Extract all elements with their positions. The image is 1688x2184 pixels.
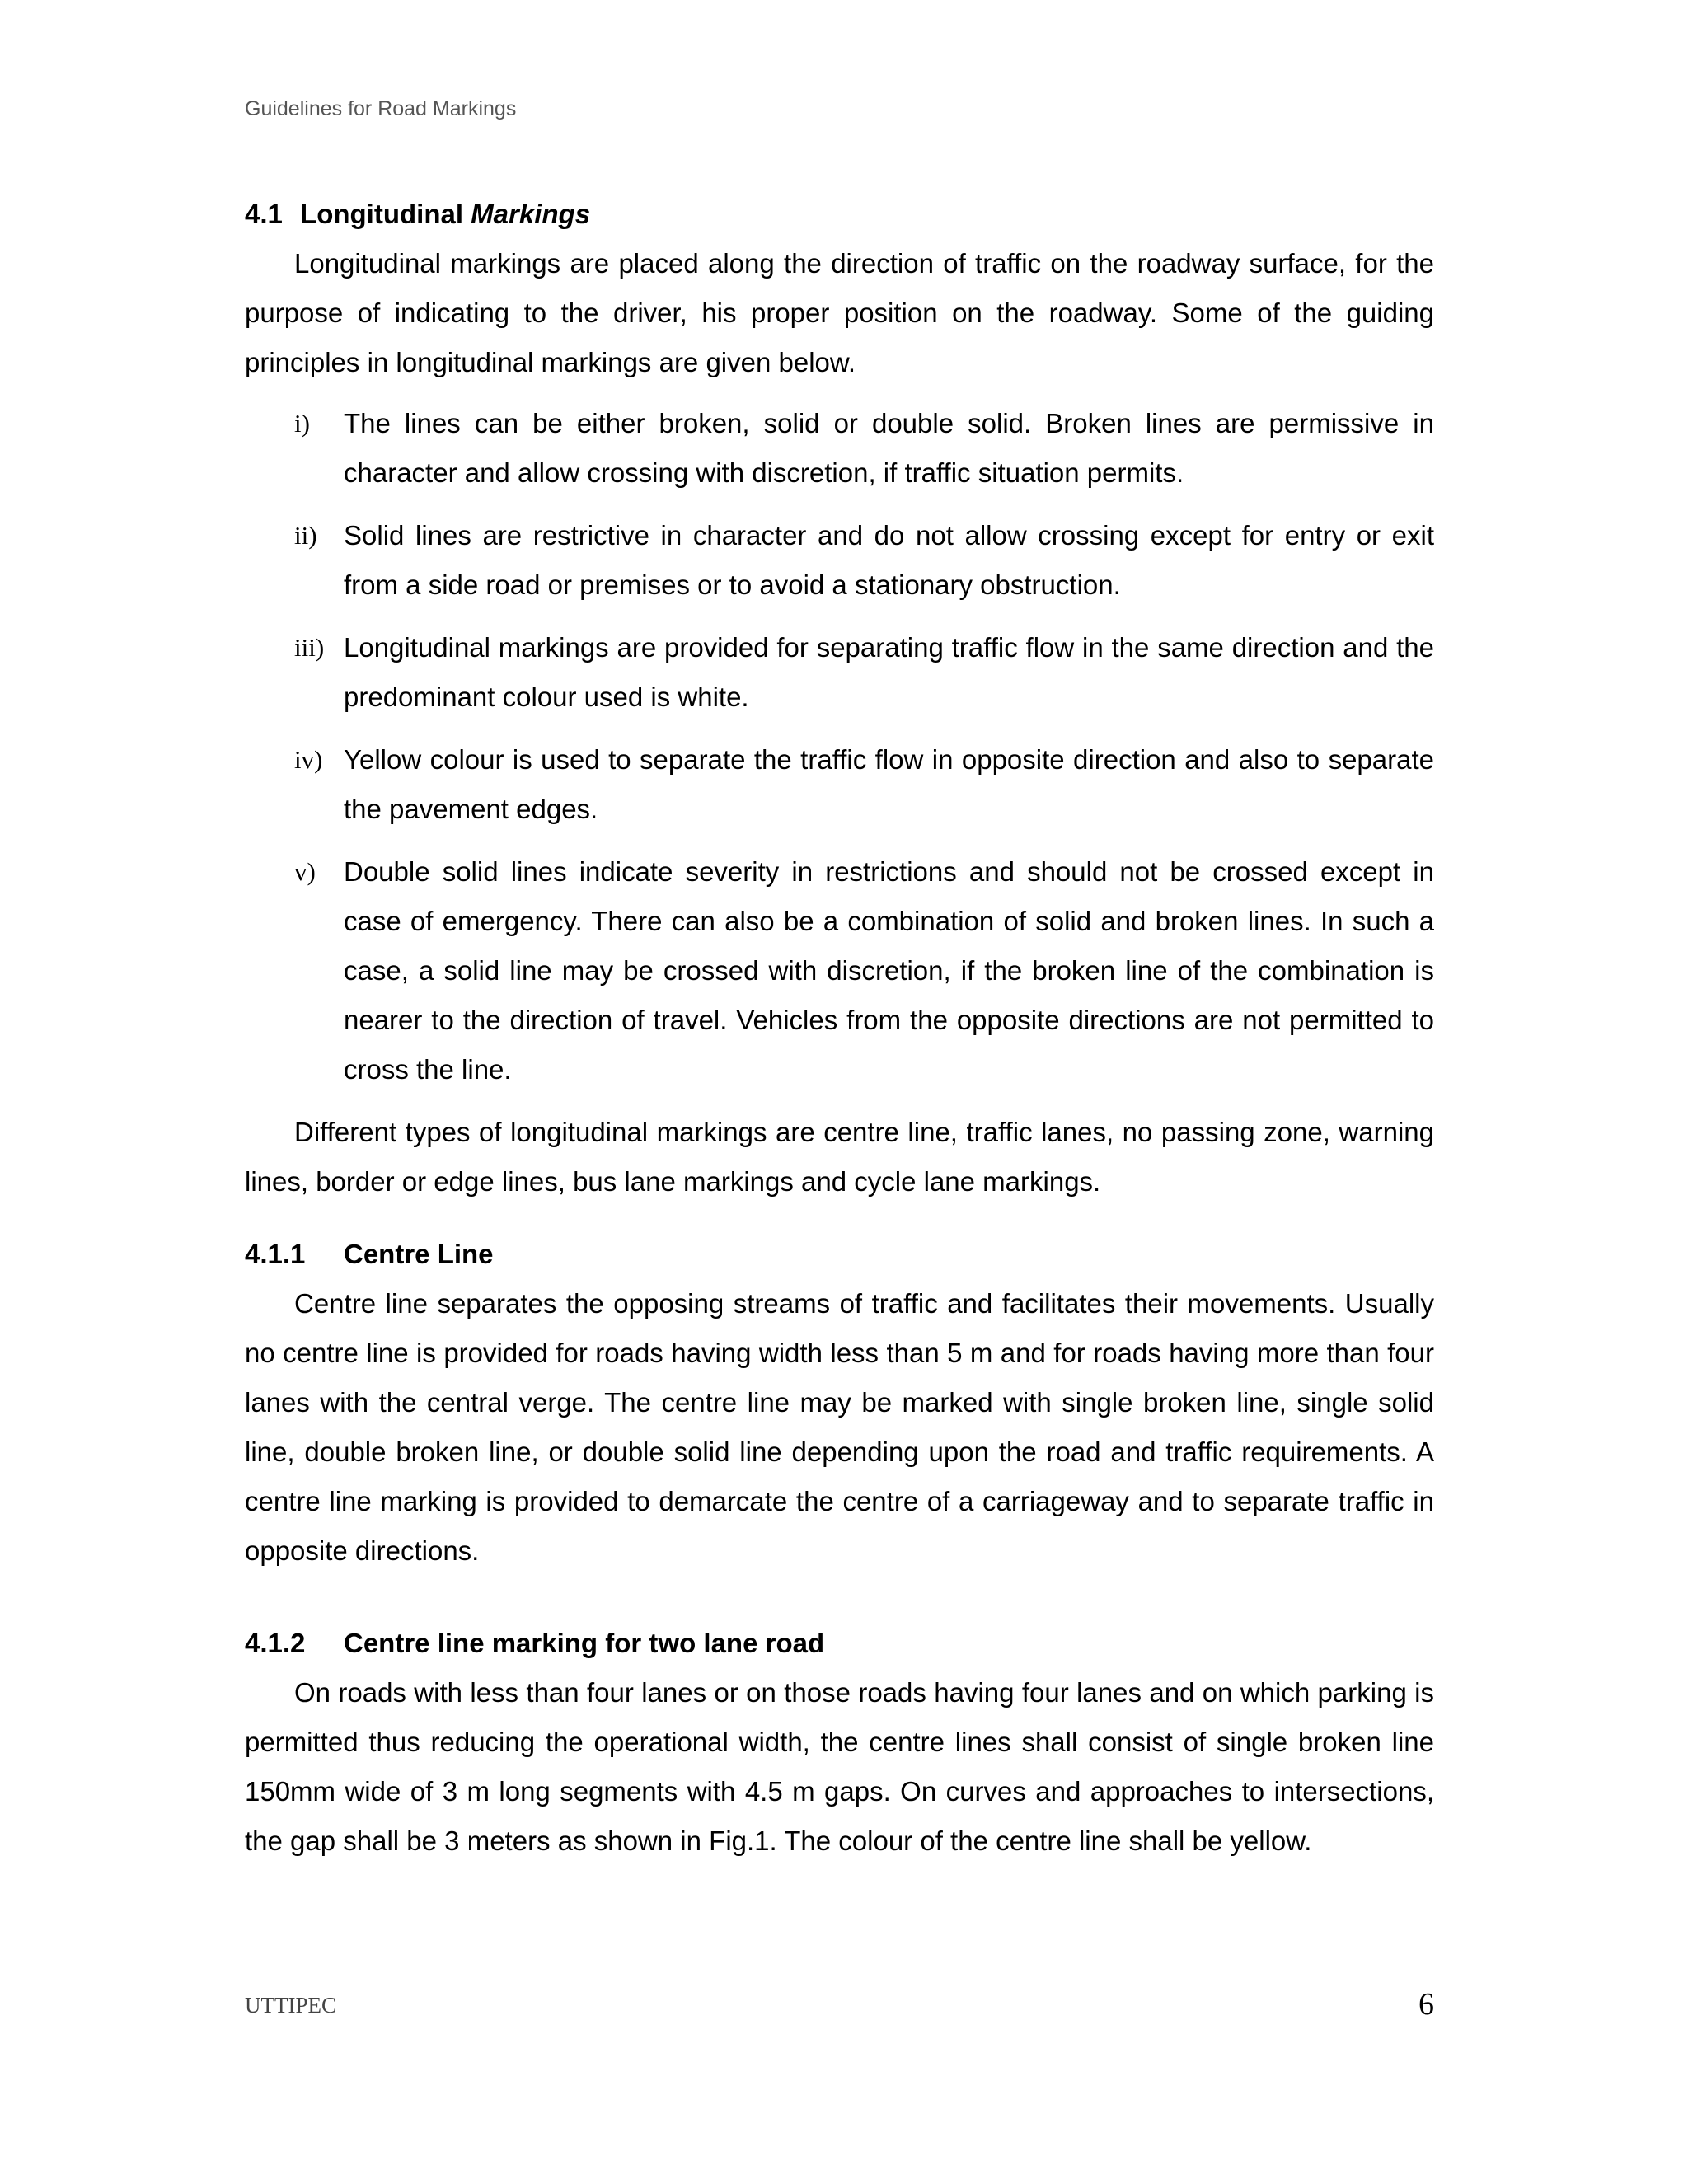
list-item-text: Solid lines are restrictive in character and do not allow crossing except for entry or exit from a side road or premises or to avoid a stationary obstruction.: [344, 520, 1434, 600]
section-heading-4-1: [245, 190, 1434, 239]
intro-paragraph: Longitudinal markings are placed along the direction of traffic on the roadway surface, for the purpose of indicating to the driver, his proper position on the roadway. Some of the guiding principles in longitudinal markings are given below.: [245, 248, 1434, 377]
list-marker: ii): [294, 521, 317, 550]
page-content: [245, 190, 1434, 1866]
section-title: Longitudinal: [300, 199, 463, 229]
list-item: [245, 511, 1434, 610]
section-heading-4-1-2: [245, 1619, 1434, 1668]
section-number: 4.1.1: [245, 1239, 306, 1269]
two-lane-paragraph: On roads with less than four lanes or on those roads having four lanes and on which parking is permitted thus reducing the operational width, the centre lines shall consist of single broken line 150mm wide of 3 m long segments with 4.5 m gaps. On curves and approaches to intersections, the gap shall be 3 meters as shown in Fig.1. The colour of the centre line shall be yellow.: [245, 1677, 1434, 1856]
section-heading-4-1-1: [245, 1230, 1434, 1279]
section-number: 4.1.2: [245, 1628, 306, 1658]
list-item: [245, 623, 1434, 722]
list-item-text: Yellow colour is used to separate the traffic flow in opposite direction and also to separate the pavement edges.: [344, 744, 1434, 824]
spacer: [245, 1207, 1434, 1230]
list-marker: iv): [294, 745, 323, 774]
list-item: [245, 847, 1434, 1094]
page-number: 6: [1418, 1987, 1434, 2022]
section-number: 4.1: [245, 199, 283, 229]
list-item-text: Longitudinal markings are provided for separating traffic flow in the same direction and the predominant colour used is white.: [344, 632, 1434, 712]
list-marker: i): [294, 409, 310, 438]
list-marker: v): [294, 857, 316, 886]
principles-list: [245, 399, 1434, 1094]
spacer: [245, 1576, 1434, 1619]
list-item: [245, 399, 1434, 498]
centre-line-paragraph: Centre line separates the opposing streams of traffic and facilitates their movements. Usually no centre line is provided for roads having width less than 5 m and for roads having more than four lanes with the central verge. The centre line may be marked with single broken line, single solid line, double broken line, or double solid line depending upon the road and traffic requirements. A centre line marking is provided to demarcate the centre of a carriageway and to separate traffic in opposite directions.: [245, 1288, 1434, 1566]
section-title-italic: Markings: [471, 199, 591, 229]
running-header: Guidelines for Road Markings: [245, 97, 517, 120]
list-item-text: Double solid lines indicate severity in restrictions and should not be crossed except in case of emergency. There can also be a combination of solid and broken lines. In such a case, a solid line may be crossed with discretion, if the broken line of the combination is nearer to the direction of travel. Vehicles from the opposite directions are not permitted to cross the line.: [344, 856, 1434, 1085]
list-item-text: The lines can be either broken, solid or double solid. Broken lines are permissive in character and allow crossing with discretion, if traffic situation permits.: [344, 408, 1434, 488]
types-paragraph: Different types of longitudinal markings are centre line, traffic lanes, no passing zone, warning lines, border or edge lines, bus lane markings and cycle lane markings.: [245, 1117, 1434, 1197]
section-title: Centre line marking for two lane road: [344, 1628, 825, 1658]
footer-organization: UTTIPEC: [245, 1993, 336, 2018]
section-title: Centre Line: [344, 1239, 494, 1269]
list-item: [245, 735, 1434, 834]
list-marker: iii): [294, 633, 325, 662]
